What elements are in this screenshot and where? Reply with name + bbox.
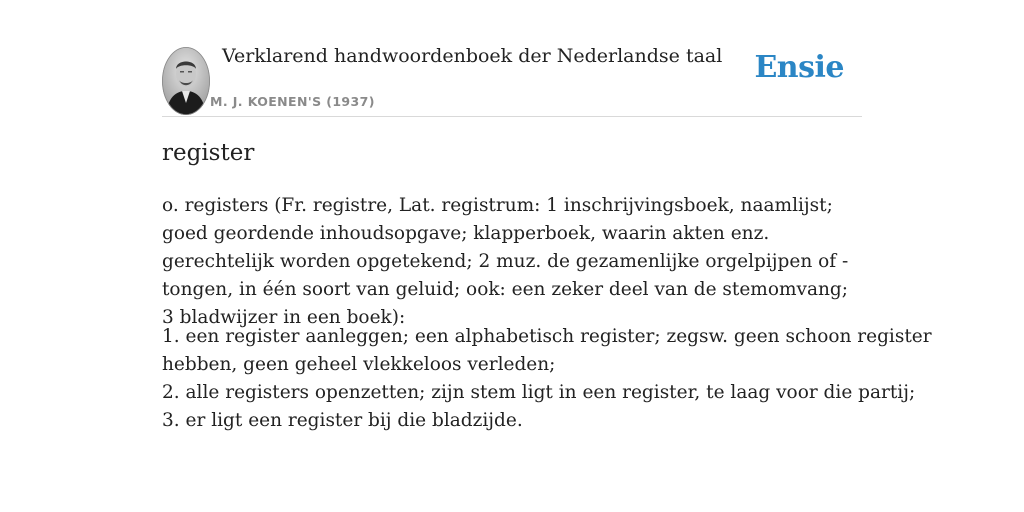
entry-definition: o. registers (Fr. registre, Lat. registrum: 1 inschrijvingsboek, naamlijst; goed geordende inhoudsopgave; klapperboek, waarin akten enz. gerechtelijk worden opgetekend; 2 muz. de gezamenlijke orgelpijpen of -tongen, in één soort van geluid; ook: een zeker deel van de stemomvang; 3 bladwijzer in een boek):: [162, 195, 849, 328]
example-line: 1. een register aanleggen; een alphabetisch register; zegsw. geen schoon register: [162, 326, 932, 347]
dictionary-subtitle: M. J. KOENEN'S (1937): [210, 94, 375, 109]
brand-logo-link[interactable]: Ensie: [754, 50, 844, 85]
page: [162, 0, 932, 431]
author-portrait: [162, 47, 210, 115]
header: [162, 0, 862, 117]
dictionary-title: Verklarend handwoordenboek der Nederlandse taal: [222, 45, 723, 67]
entry-examples: [162, 323, 932, 435]
example-line: 2. alle registers openzetten; zijn stem ligt in een register, te laag voor die partij;: [162, 382, 916, 403]
example-line: 3. er ligt een register bij die bladzijde.: [162, 410, 523, 431]
example-line: hebben, geen geheel vlekkeloos verleden;: [162, 354, 556, 375]
entry-headword: register: [162, 140, 255, 166]
